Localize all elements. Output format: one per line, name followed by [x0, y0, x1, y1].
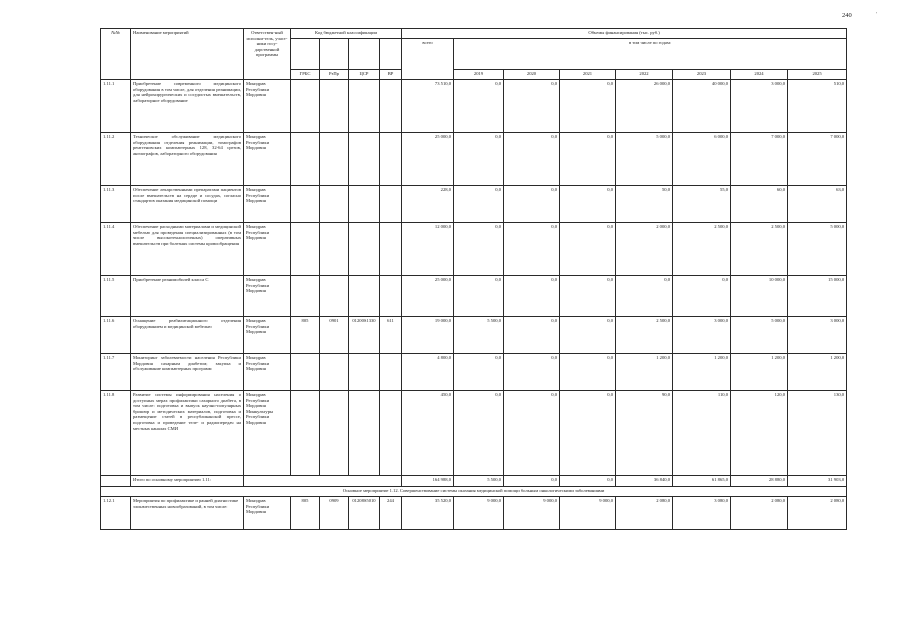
section-heading: Основное мероприятие 1.12. Совершенствование системы оказания медицинской помощи больным онкологическими заболеваниями	[101, 487, 847, 497]
row-year-value: 5 000,0	[731, 317, 788, 354]
header-code-spacer	[380, 39, 402, 70]
row-num: 1.11.7	[101, 354, 131, 391]
subtotal-row	[101, 476, 847, 487]
row-year-value: 0,0	[560, 80, 616, 133]
row-year-value: 0,0	[560, 133, 616, 186]
row-year-value: 7 000,0	[731, 133, 788, 186]
row-rzpr	[320, 223, 349, 276]
row-csr	[349, 354, 380, 391]
header-year-2025: 2025	[788, 70, 847, 80]
row-rzpr	[320, 80, 349, 133]
row-year-value: 3 080,0	[673, 497, 731, 530]
subtotal-year-value: 31 903,0	[788, 476, 847, 487]
header-year-2024: 2024	[731, 70, 788, 80]
row-responsible: Минздрав Республики Мордовия	[244, 354, 291, 391]
row-responsible: Минздрав Республики Мордовия	[244, 497, 291, 530]
row-csr	[349, 276, 380, 317]
row-year-value: 2 080,0	[788, 497, 847, 530]
row-total: 19 000,0	[402, 317, 454, 354]
row-year-value: 0,0	[454, 80, 504, 133]
row-year-value: 1 200,0	[673, 354, 731, 391]
row-num: 1.11.4	[101, 223, 131, 276]
row-year-value: 3 000,0	[731, 80, 788, 133]
row-total: 35 520,0	[402, 497, 454, 530]
row-year-value: 6 000,0	[673, 133, 731, 186]
row-vr: 244	[380, 497, 402, 530]
table-row	[101, 223, 847, 276]
table-row	[101, 497, 847, 530]
row-total: 12 000,0	[402, 223, 454, 276]
row-year-value: 7 000,0	[788, 133, 847, 186]
row-vr	[380, 391, 402, 476]
header-responsible: Ответствен-ный исполни-тель, участ-ники госу-дарственной программы	[244, 29, 291, 80]
row-name: Обеспечение лекарственными препаратами пациентов после вмешательств на сердце и сосудах, согласно стандартов оказания медицинской помощи	[131, 186, 244, 223]
row-year-value: 50,0	[616, 186, 673, 223]
row-total: 450,0	[402, 391, 454, 476]
row-vr	[380, 276, 402, 317]
header-code-2: РзПр	[320, 70, 349, 80]
section-row	[101, 487, 847, 497]
subtotal-year-value: 61 865,0	[673, 476, 731, 487]
row-grbs	[291, 391, 320, 476]
row-year-value: 60,0	[731, 186, 788, 223]
row-name: Приобретение реанимобилей класса С	[131, 276, 244, 317]
row-total: 25 000,0	[402, 276, 454, 317]
row-rzpr	[320, 391, 349, 476]
row-vr	[380, 354, 402, 391]
row-total: 4 800,0	[402, 354, 454, 391]
row-year-value: 40 000,0	[673, 80, 731, 133]
row-total: 228,0	[402, 186, 454, 223]
row-year-value: 0,0	[454, 391, 504, 476]
row-year-value: 0,0	[454, 186, 504, 223]
row-year-value: 9 000,0	[560, 497, 616, 530]
row-name: Обеспечение расходными материалами и медицинской мебелью для проведения специализированных (в том числе высокотехнологичных) оперативных вмешательств при болезнях системы кровообращения	[131, 223, 244, 276]
row-year-value: 63,0	[788, 186, 847, 223]
row-year-value: 130,0	[788, 391, 847, 476]
table-row	[101, 276, 847, 317]
row-year-value: 110,0	[673, 391, 731, 476]
row-grbs	[291, 223, 320, 276]
row-year-value: 0,0	[560, 317, 616, 354]
row-num: 1.11.6	[101, 317, 131, 354]
header-incl-years: в том числе по годам:	[454, 39, 847, 70]
corner-mark: '	[876, 12, 878, 18]
row-year-value: 2 500,0	[673, 223, 731, 276]
row-num: 1.11.1	[101, 80, 131, 133]
row-responsible: Минздрав Республики Мордовия	[244, 186, 291, 223]
row-year-value: 0,0	[504, 276, 560, 317]
row-csr: 01208S5010	[349, 497, 380, 530]
row-rzpr	[320, 354, 349, 391]
subtotal-year-value: 0,0	[504, 476, 560, 487]
row-csr	[349, 186, 380, 223]
row-vr	[380, 223, 402, 276]
row-year-value: 0,0	[504, 391, 560, 476]
row-year-value: 1 200,0	[616, 354, 673, 391]
row-year-value: 5 500,0	[454, 317, 504, 354]
row-vr	[380, 80, 402, 133]
row-year-value: 2 000,0	[616, 223, 673, 276]
financing-table	[100, 28, 847, 530]
row-num: 1.11.8	[101, 391, 131, 476]
row-year-value: 0,0	[454, 133, 504, 186]
row-rzpr	[320, 186, 349, 223]
row-name: Развитие системы информирования населения о доступных мерах профилактики сахарного диабета, в том числе: подготовка и выпуск научно-популярных брошюр и методических материалов, подготовка и размещение статей в республиканской прессе, подготовка и проведение теле- и радиопередач на местных каналах СМИ	[131, 391, 244, 476]
header-year-2022: 2022	[616, 70, 673, 80]
header-code-3: ЦСР	[349, 70, 380, 80]
table-row	[101, 80, 847, 133]
row-year-value: 10 000,0	[731, 276, 788, 317]
row-year-value: 55,0	[673, 186, 731, 223]
table-row	[101, 133, 847, 186]
row-csr	[349, 133, 380, 186]
row-grbs: 805	[291, 497, 320, 530]
row-year-value: 3 000,0	[673, 317, 731, 354]
row-year-value: 2 080,0	[616, 497, 673, 530]
row-responsible: Минздрав Республики Мордовия	[244, 80, 291, 133]
row-year-value: 90,0	[616, 391, 673, 476]
row-grbs: 805	[291, 317, 320, 354]
row-num: 1.11.3	[101, 186, 131, 223]
subtotal-label: Итого по основному мероприятию 1.11:	[131, 476, 244, 487]
header-total: всего	[402, 39, 454, 80]
header-num: №№	[101, 29, 131, 80]
row-year-value: 5 000,0	[788, 223, 847, 276]
row-year-value: 26 000,0	[616, 80, 673, 133]
row-grbs	[291, 276, 320, 317]
row-responsible: Минздрав Республики Мордовия	[244, 276, 291, 317]
row-total: 25 000,0	[402, 133, 454, 186]
subtotal-year-value: 0,0	[560, 476, 616, 487]
row-name: Техническое обслуживание медицинского оборудования отделения реанимации, томографов рентгеновских компьютерных 128, 32-64 срезов, ангиографов, лабораторного оборудования	[131, 133, 244, 186]
row-year-value: 15 000,0	[788, 276, 847, 317]
row-num: 1.12.1	[101, 497, 131, 530]
row-year-value: 0,0	[504, 317, 560, 354]
row-name: Мониторинг заболеваемости населения Республики Мордовия сахарным диабетом; закупка и обслуживание компьютерных программ	[131, 354, 244, 391]
row-name: Приобретение современного медицинского оборудования в том числе, для отделения реанимации, для нейрохирургических и сосудистых вмешательств, лабораторное оборудование	[131, 80, 244, 133]
row-total: 73 510,0	[402, 80, 454, 133]
header-year-2021: 2021	[560, 70, 616, 80]
row-csr	[349, 80, 380, 133]
row-vr: 611	[380, 317, 402, 354]
row-year-value: 0,0	[504, 223, 560, 276]
header-code-spacer	[291, 39, 320, 70]
row-num: 1.11.5	[101, 276, 131, 317]
row-num: 1.11.2	[101, 133, 131, 186]
header-year-2023: 2023	[673, 70, 731, 80]
row-year-value: 0,0	[504, 133, 560, 186]
table-row	[101, 186, 847, 223]
row-responsible: Минздрав Республики Мордовия	[244, 317, 291, 354]
row-year-value: 0,0	[616, 276, 673, 317]
row-year-value: 120,0	[731, 391, 788, 476]
header-budget-code: Код бюджетной классификации	[291, 29, 402, 39]
row-year-value: 2 500,0	[616, 317, 673, 354]
row-year-value: 3 000,0	[788, 317, 847, 354]
row-year-value: 0,0	[454, 276, 504, 317]
subtotal-year-value: 5 500,0	[454, 476, 504, 487]
subtotal-total: 164 988,0	[402, 476, 454, 487]
table-row	[101, 391, 847, 476]
row-year-value: 0,0	[560, 186, 616, 223]
row-year-value: 0,0	[454, 223, 504, 276]
row-year-value: 9 000,0	[504, 497, 560, 530]
row-vr	[380, 133, 402, 186]
row-rzpr: 0909	[320, 497, 349, 530]
row-name: Мероприятия по профилактике и ранней диагностике злокачественных новообразований, в том числе:	[131, 497, 244, 530]
row-csr	[349, 391, 380, 476]
header-year-2020: 2020	[504, 70, 560, 80]
row-grbs	[291, 80, 320, 133]
row-responsible: Минздрав Республики Мордовия Минкультуры Республики Мордовия	[244, 391, 291, 476]
row-year-value: 1 200,0	[731, 354, 788, 391]
header-code-spacer	[320, 39, 349, 70]
row-year-value: 0,0	[560, 276, 616, 317]
row-csr	[349, 223, 380, 276]
row-year-value: 510,0	[788, 80, 847, 133]
subtotal-year-value: 28 880,0	[731, 476, 788, 487]
row-rzpr: 0901	[320, 317, 349, 354]
row-csr: 01200S1330	[349, 317, 380, 354]
row-year-value: 0,0	[560, 391, 616, 476]
table-row	[101, 317, 847, 354]
row-year-value: 0,0	[673, 276, 731, 317]
row-responsible: Минздрав Республики Мордовия	[244, 223, 291, 276]
header-volume: Объемы финансирования (тыс. руб.)	[402, 29, 847, 39]
row-grbs	[291, 354, 320, 391]
table-row	[101, 354, 847, 391]
row-year-value: 9 000,0	[454, 497, 504, 530]
row-year-value: 0,0	[504, 186, 560, 223]
row-year-value: 1 200,0	[788, 354, 847, 391]
row-year-value: 0,0	[504, 354, 560, 391]
header-code-4: ВР	[380, 70, 402, 80]
row-rzpr	[320, 133, 349, 186]
header-name: Наименование мероприятий	[131, 29, 244, 80]
row-grbs	[291, 186, 320, 223]
row-year-value: 0,0	[560, 223, 616, 276]
header-year-2019: 2019	[454, 70, 504, 80]
row-responsible: Минздрав Республики Мордовия	[244, 133, 291, 186]
header-code-spacer	[349, 39, 380, 70]
row-grbs	[291, 133, 320, 186]
row-vr	[380, 186, 402, 223]
page-number: 240	[842, 12, 852, 19]
row-year-value: 0,0	[454, 354, 504, 391]
row-name: Оснащение реабилитационного отделения оборудованием и медицинской мебелью	[131, 317, 244, 354]
row-rzpr	[320, 276, 349, 317]
header-code-1: ГРБС	[291, 70, 320, 80]
subtotal-year-value: 36 840,0	[616, 476, 673, 487]
row-year-value: 2 500,0	[731, 223, 788, 276]
subtotal-blank	[244, 476, 402, 487]
row-year-value: 0,0	[560, 354, 616, 391]
row-year-value: 2 080,0	[731, 497, 788, 530]
row-year-value: 0,0	[504, 80, 560, 133]
subtotal-blank	[101, 476, 131, 487]
row-year-value: 5 000,0	[616, 133, 673, 186]
